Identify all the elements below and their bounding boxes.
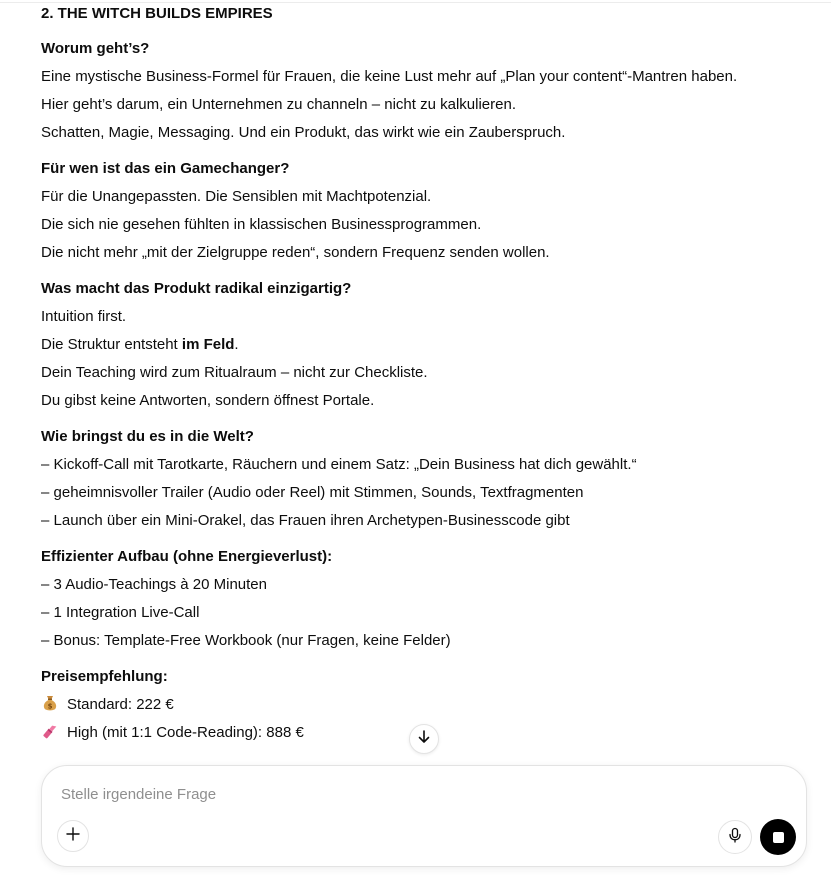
list-item: – geheimnisvoller Trailer (Audio oder Reel) mit Stimmen, Sounds, Textfragmenten bbox=[41, 484, 584, 501]
section-title-welt: Wie bringst du es in die Welt? bbox=[41, 428, 254, 445]
section-title-einzigartig: Was macht das Produkt radikal einzigartig? bbox=[41, 280, 352, 297]
text-line: Hier geht’s darum, ein Unternehmen zu channeln – nicht zu kalkulieren. bbox=[41, 96, 516, 113]
price-item-high bbox=[41, 719, 304, 747]
prompt-input[interactable] bbox=[61, 782, 701, 806]
text-line: Schatten, Magie, Messaging. Und ein Produkt, das wirkt wie ein Zauberspruch. bbox=[41, 124, 566, 141]
text-line: Für die Unangepassten. Die Sensiblen mit Machtpotenzial. bbox=[41, 188, 432, 205]
lipstick-icon bbox=[41, 722, 59, 740]
money-bag-icon bbox=[41, 694, 59, 712]
bold-fragment: im Feld bbox=[181, 336, 235, 353]
scroll-down-button[interactable] bbox=[409, 724, 439, 754]
dictate-button[interactable] bbox=[718, 820, 752, 854]
text-line: Dein Teaching wird zum Ritualraum – nicht zur Checkliste. bbox=[41, 364, 428, 381]
svg-text:$: $ bbox=[47, 702, 53, 711]
text-line-struktur bbox=[41, 331, 239, 359]
list-item: – Launch über ein Mini-Orakel, das Frauen ihren Archetypen-Businesscode gibt bbox=[41, 512, 570, 529]
list-item: – 1 Integration Live-Call bbox=[41, 604, 200, 621]
message-heading: 2. THE WITCH BUILDS EMPIRES bbox=[41, 5, 273, 22]
section-title-worum: Worum geht’s? bbox=[41, 40, 150, 57]
text-line: Du gibst keine Antworten, sondern öffnest Portale. bbox=[41, 392, 375, 409]
section-title-gamechanger: Für wen ist das ein Gamechanger? bbox=[41, 160, 290, 177]
text-line: Die nicht mehr „mit der Zielgruppe reden“, sondern Frequenz senden wollen. bbox=[41, 244, 550, 261]
arrow-down-icon bbox=[416, 729, 432, 750]
list-item: – Kickoff-Call mit Tarotkarte, Räuchern und einem Satz: „Dein Business hat dich gewählt.“ bbox=[41, 456, 637, 473]
add-attachment-button[interactable] bbox=[57, 820, 89, 852]
section-title-preis: Preisempfehlung: bbox=[41, 668, 168, 685]
list-item: – Bonus: Template-Free Workbook (nur Fragen, keine Felder) bbox=[41, 632, 451, 649]
price-high-text: High (mit 1:1 Code-Reading): 888 € bbox=[67, 724, 304, 741]
stop-icon bbox=[773, 832, 784, 843]
text-line: Die sich nie gesehen fühlten in klassischen Businessprogrammen. bbox=[41, 216, 482, 233]
text-line: Eine mystische Business-Formel für Frauen, die keine Lust mehr auf „Plan your content“-Mantren haben. bbox=[41, 68, 738, 85]
section-title-aufbau: Effizienter Aufbau (ohne Energieverlust): bbox=[41, 548, 333, 565]
text-fragment: . bbox=[234, 336, 239, 353]
price-standard-text: Standard: 222 € bbox=[67, 696, 174, 713]
list-item: – 3 Audio-Teachings à 20 Minuten bbox=[41, 576, 267, 593]
plus-icon bbox=[65, 826, 81, 847]
price-item-standard bbox=[41, 691, 174, 719]
message-composer bbox=[41, 765, 807, 867]
text-fragment: Die Struktur entsteht bbox=[41, 336, 182, 353]
stop-generating-button[interactable] bbox=[760, 819, 796, 855]
microphone-icon bbox=[727, 827, 743, 848]
text-line: Intuition first. bbox=[41, 308, 127, 325]
